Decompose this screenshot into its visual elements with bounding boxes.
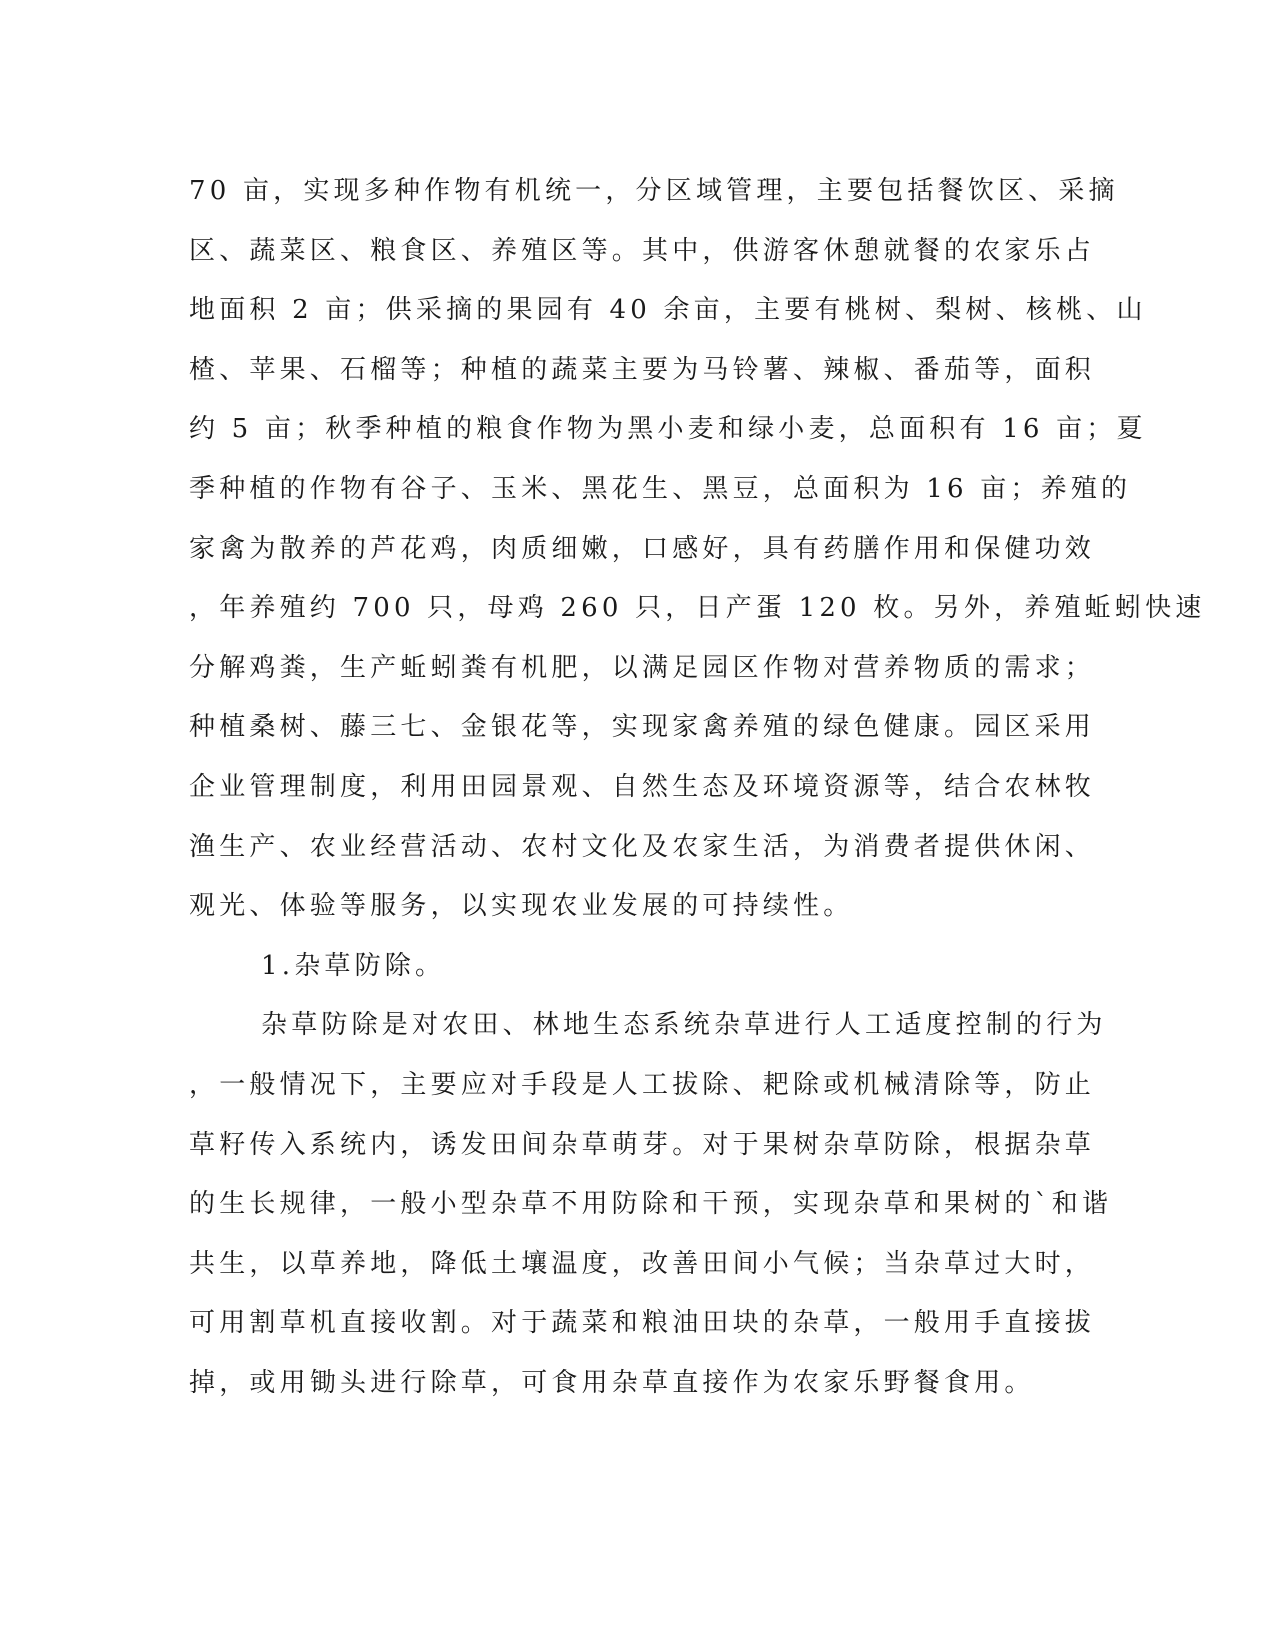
text-line: 观光、体验等服务，以实现农业发展的可持续性。 (189, 891, 854, 922)
text-line: 分解鸡粪，生产蚯蚓粪有机肥，以满足园区作物对营养物质的需求； (189, 652, 1096, 683)
text-line: 约 5 亩；秋季种植的粮食作物为黑小麦和绿小麦，总面积有 16 亩；夏 (189, 414, 1147, 445)
paragraph-weed-control (189, 996, 1113, 1413)
text-line: 家禽为散养的芦花鸡，肉质细嫩，口感好，具有药膳作用和保健功效 (189, 533, 1096, 564)
paragraph-park-overview (189, 162, 1206, 937)
text-line: 企业管理制度，利用田园景观、自然生态及环境资源等，结合农林牧 (189, 771, 1096, 802)
text-line: 70 亩，实现多种作物有机统一，分区域管理，主要包括餐饮区、采摘 (189, 176, 1119, 206)
text-line: 可用割草机直接收割。对于蔬菜和粮油田块的杂草，一般用手直接拔 (189, 1308, 1096, 1339)
text-line: 杂草防除是对农田、林地生态系统杂草进行人工适度控制的行为 (261, 1010, 1107, 1041)
section-heading: 1.杂草防除。 (261, 950, 446, 981)
text-line: ，一般情况下，主要应对手段是人工拔除、耙除或机械清除等，防止 (189, 1069, 1096, 1100)
body-text (189, 162, 1206, 1413)
text-line: 地面积 2 亩；供采摘的果园有 40 余亩，主要有桃树、梨树、核桃、山 (189, 295, 1147, 326)
text-line: 楂、苹果、石榴等；种植的蔬菜主要为马铃薯、辣椒、番茄等，面积 (189, 354, 1096, 385)
text-line: ，年养殖约 700 只，母鸡 260 只，日产蛋 120 枚。另外，养殖蚯蚓快速 (189, 593, 1206, 624)
text-line: 区、蔬菜区、粮食区、养殖区等。其中，供游客休憩就餐的农家乐占 (189, 235, 1096, 266)
text-line: 共生，以草养地，降低土壤温度，改善田间小气候；当杂草过大时， (189, 1248, 1096, 1279)
text-line: 季种植的作物有谷子、玉米、黑花生、黑豆，总面积为 16 亩；养殖的 (189, 473, 1132, 504)
text-line: 的生长规律，一般小型杂草不用防除和干预，实现杂草和果树的`和谐 (189, 1189, 1113, 1220)
text-line: 种植桑树、藤三七、金银花等，实现家禽养殖的绿色健康。园区采用 (189, 712, 1096, 743)
text-line: 掉，或用锄头进行除草，可食用杂草直接作为农家乐野餐食用。 (189, 1367, 1035, 1398)
text-line: 草籽传入系统内，诱发田间杂草萌芽。对于果树杂草防除，根据杂草 (189, 1129, 1096, 1160)
text-line: 渔生产、农业经营活动、农村文化及农家生活，为消费者提供休闲、 (189, 831, 1096, 862)
